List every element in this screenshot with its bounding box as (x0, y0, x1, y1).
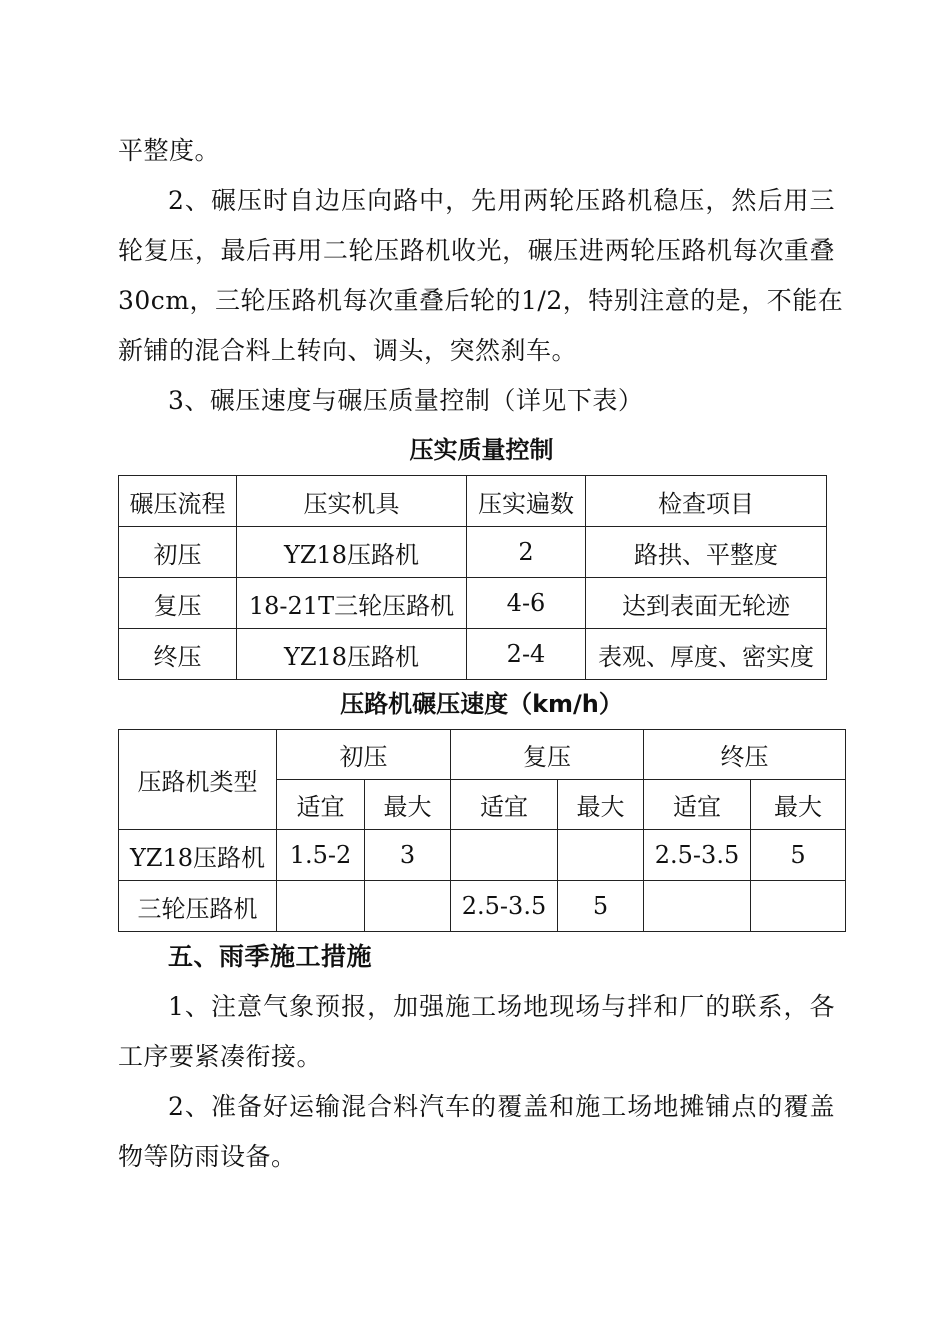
header-cell: 最大 (558, 780, 644, 830)
paragraph-line: 2、碾压时自边压向路中，先用两轮压路机稳压，然后用三 (168, 186, 835, 215)
paragraph-line: 物等防雨设备。 (118, 1142, 297, 1171)
table-row (119, 578, 827, 629)
table-cell (558, 830, 644, 881)
header-cell: 终压 (644, 730, 846, 780)
table-cell: 达到表面无轮迹 (586, 578, 827, 629)
table-cell: 5 (751, 830, 846, 881)
table-cell (451, 830, 558, 881)
paragraph-line: 工序要紧凑衔接。 (118, 1042, 323, 1071)
header-cell: 适宜 (277, 780, 365, 830)
header-cell: 适宜 (644, 780, 751, 830)
table-cell: YZ18压路机 (237, 629, 467, 680)
header-cell: 压实机具 (237, 476, 467, 527)
paragraph-line: 平整度。 (118, 136, 221, 165)
paragraph-line: 3、碾压速度与碾压质量控制（详见下表） (168, 386, 644, 415)
table-cell: 表观、厚度、密实度 (586, 629, 827, 680)
table-cell: 3 (365, 830, 451, 881)
table-row (119, 527, 827, 578)
header-cell: 初压 (277, 730, 451, 780)
paragraph-line: 新铺的混合料上转向、调头，突然刹车。 (118, 336, 578, 365)
table-cell: 5 (558, 881, 644, 932)
header-cell: 复压 (451, 730, 644, 780)
table-cell: 路拱、平整度 (586, 527, 827, 578)
table-cell: 18-21T三轮压路机 (237, 578, 467, 629)
header-cell: 最大 (365, 780, 451, 830)
paragraph-line: 2、准备好运输混合料汽车的覆盖和施工场地摊铺点的覆盖 (168, 1092, 835, 1121)
header-cell: 适宜 (451, 780, 558, 830)
table-cell (365, 881, 451, 932)
paragraph-line: 1、注意气象预报，加强施工场地现场与拌和厂的联系，各 (168, 992, 835, 1021)
table-header-row (119, 730, 846, 780)
table-row (119, 629, 827, 680)
table-cell: 1.5-2 (277, 830, 365, 881)
table-cell: 终压 (119, 629, 237, 680)
table1-title: 压实质量控制 (409, 436, 554, 464)
header-cell: 检查项目 (586, 476, 827, 527)
table-cell: 复压 (119, 578, 237, 629)
table-cell (277, 881, 365, 932)
compaction-quality-table (118, 475, 827, 680)
header-cell: 最大 (751, 780, 846, 830)
table-cell: 4-6 (467, 578, 586, 629)
table-cell: 2 (467, 527, 586, 578)
table-cell: 三轮压路机 (119, 881, 277, 932)
header-cell: 压实遍数 (467, 476, 586, 527)
table-row (119, 830, 846, 881)
table-header-row (119, 476, 827, 527)
table2-title: 压路机碾压速度（km/h） (340, 690, 623, 718)
table-cell (751, 881, 846, 932)
table-cell: 2.5-3.5 (644, 830, 751, 881)
paragraph-line: 轮复压，最后再用二轮压路机收光，碾压进两轮压路机每次重叠 (118, 236, 835, 265)
header-cell: 碾压流程 (119, 476, 237, 527)
section-heading: 五、雨季施工措施 (168, 942, 373, 971)
table-cell: 初压 (119, 527, 237, 578)
paragraph-line: 30cm，三轮压路机每次重叠后轮的1/2，特别注意的是，不能在 (118, 286, 844, 315)
table-cell (644, 881, 751, 932)
table-cell: YZ18压路机 (119, 830, 277, 881)
table-cell: 2.5-3.5 (451, 881, 558, 932)
table-cell: 2-4 (467, 629, 586, 680)
table-row (119, 881, 846, 932)
roller-speed-table (118, 729, 846, 932)
header-cell: 压路机类型 (119, 730, 277, 830)
table-cell: YZ18压路机 (237, 527, 467, 578)
